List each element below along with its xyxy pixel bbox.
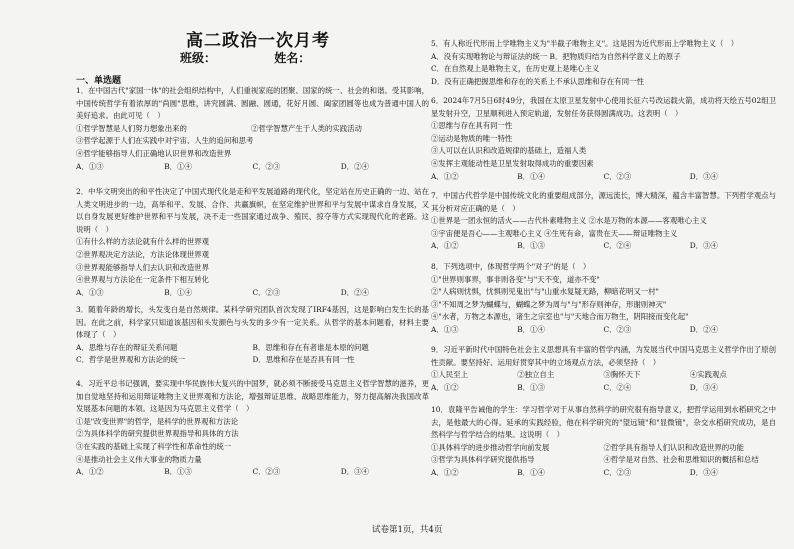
option-b[interactable]: B．①④	[164, 161, 192, 171]
item-1: ①具体科学的进步推动哲学向前发展	[431, 442, 550, 452]
question-item: ③人可以在认识和改造规律的基础上，造福人类	[431, 146, 587, 156]
question-8	[431, 261, 776, 337]
option-c[interactable]: C．②④	[603, 241, 632, 251]
answer-options[interactable]: C．在自然观上是唯物主义，在历史观上是唯心主义	[431, 64, 600, 74]
option-b[interactable]: B．①③	[517, 241, 545, 251]
question-items	[431, 454, 776, 467]
option-a[interactable]: A．①②	[431, 171, 459, 181]
question-item: ①哲学智慧是人们努力想象出来的	[76, 123, 187, 133]
answer-options	[431, 324, 776, 337]
question-item: ②为具体科学的研究提供世界观指导和具体的方法	[76, 429, 239, 439]
item-3: ③哲学为具体科学研究提供指导	[431, 455, 535, 465]
item-2: ②独立自主	[517, 370, 555, 380]
item-2: ②哲学具有指导人们认识和改造世界的功能	[603, 442, 744, 452]
option-a[interactable]: A．①③	[431, 324, 459, 334]
answer-options	[431, 382, 776, 395]
question-2	[76, 186, 429, 299]
option-a[interactable]: A．①②	[431, 382, 459, 392]
question-items	[431, 442, 776, 455]
question-3	[76, 304, 429, 367]
option-c[interactable]: C．②④	[603, 382, 632, 392]
option-c[interactable]: C．②③	[252, 467, 281, 477]
class-label: 班级：	[180, 51, 217, 65]
option-b[interactable]: B．①④	[517, 324, 545, 334]
answer-options	[76, 287, 429, 300]
question-item: ②"人病则忧惧，忧惧则见鬼出"与"山重水复疑无路，柳暗花明又一村"	[431, 287, 659, 297]
option-c[interactable]: C．②③	[603, 324, 632, 334]
question-stem: 4．习近平总书记强调，要实现中华民族伟大复兴的中国梦，就必须不断接受马克思主义哲学智慧的滋养，更加自觉地坚持和运用辩证唯物主义世界观和方法论，增强辩证思维、战略思维能力，努力提高解决我国改革发展基本问题的本领。这是因为马克思主义哲学（ ）	[76, 379, 429, 414]
answer-options	[76, 354, 429, 367]
option-a[interactable]: A．①②	[431, 241, 459, 251]
item-1: ①世界是一团永恒的活火——古代朴素唯物主义	[431, 216, 587, 226]
question-stem: 10．袁隆平告诫他的学生：学习哲学对于从事自然科学的研究很有指导意义，把哲学运用到水稻研究之中去，是他最大的心得。延承的实践经验，他在科学研究的"望远镜"和"显微镜"，杂交水稻研究成功，是自然科学与哲学结合的结果。这说明（ ）	[431, 405, 776, 440]
option-d[interactable]: D．③④	[340, 467, 369, 477]
question-stem: 1．在中国古代"家国一体"的社会组织结构中，人们重视家庭的团聚、国家的统一、社会的和谐。受其影响，中国传统哲学有着浓厚的"尚圆"思维，讲究圆满、圆融、圆通，花好月圆、阖家团圆等也成为普通中国人的美好追求。由此可见（ ）	[76, 86, 429, 121]
question-item: ④世界观与方法论在一定条件下相互转化	[76, 275, 210, 285]
question-item: ③在实践的基础上实现了科学性和革命性的统一	[76, 441, 232, 451]
question-item: ②哲学智慧产生于人类的实践活动	[251, 123, 362, 133]
question-item: ④发挥主观能动性是卫星发射取得成功的重要因素	[431, 158, 594, 168]
question-item	[431, 215, 776, 228]
question-item: ①是"改变世界"的哲学，是科学的世界观和方法论	[76, 416, 239, 426]
question-stem: 7．中国古代哲学是中国传统文化的重要组成部分，源远流长，博大精深，蕴含丰富智慧。下列哲学观点与其分析对应正确的是（ ）	[431, 191, 776, 213]
option-b[interactable]: B．①④	[164, 287, 192, 297]
question-6	[431, 95, 776, 183]
option-a[interactable]: A．①②	[431, 467, 459, 477]
question-item: ①有什么样的方法论就有什么样的世界观	[76, 237, 210, 247]
question-item: ④"水者，万物之本源也，诸生之宗室也"与"天地合而万物生，阴阳接而变化起"	[431, 312, 689, 322]
student-info-line	[180, 49, 310, 66]
option-b[interactable]: B．①③	[517, 382, 545, 392]
option-d[interactable]: D．②④	[340, 287, 369, 297]
answer-options[interactable]: D．没有正确把握思维和存在的关系上不承认思维和存在有同一性	[431, 76, 644, 86]
option-b[interactable]: B．①③	[164, 467, 192, 477]
option-d[interactable]: D．②④	[689, 324, 718, 334]
answer-options	[431, 171, 776, 184]
question-items	[431, 369, 776, 382]
answer-options[interactable]: A．没有实现唯物论与辩证法的统一 B．把物质归结为自然科学意义上的原子	[431, 51, 681, 61]
question-stem: 8．下列选项中，体现哲学两个"对子"的是（ ）	[431, 262, 591, 271]
option-d[interactable]: D．思维和存在是否具有同一性	[252, 355, 355, 365]
question-stem: 6．2024年7月5日6时49分，我国在太原卫星发射中心使用长征六号改运载火箭，成功将天绘五号02组卫星发射升空，卫星顺利进入预定轨道，发射任务获得圆满成功。这表明（ ）	[431, 96, 776, 118]
answer-options	[431, 240, 776, 253]
option-b[interactable]: B．①④	[517, 171, 545, 181]
exam-title: 高二政治一次月考	[186, 31, 330, 51]
question-item	[431, 228, 776, 241]
question-item: ④哲学能够指导人们正确地认识世界和改造世界	[76, 148, 232, 158]
question-7	[431, 190, 776, 253]
option-a[interactable]: A．思维与存在的辩证关系问题	[76, 342, 178, 352]
option-d[interactable]: D．③④	[689, 171, 718, 181]
option-d[interactable]: D．③④	[689, 241, 718, 251]
item-2: ②水是万物的本源——客观唯心主义	[588, 216, 707, 226]
answer-options	[76, 466, 429, 479]
question-1	[76, 85, 429, 173]
answer-options	[76, 342, 429, 355]
section-title: 一、单选题	[76, 76, 122, 86]
question-item: ③哲学起源于人们在实践中对宇宙、人生的追问和思考	[76, 136, 254, 146]
answer-options	[76, 161, 429, 174]
option-d[interactable]: D．③④	[689, 382, 718, 392]
question-item: ③世界观能够指导人们去认识和改造世界	[76, 262, 210, 272]
option-d[interactable]: D．③④	[689, 467, 718, 477]
option-b[interactable]: B．思维和存在有者谁是本原的问题	[252, 342, 369, 352]
item-1: ①人民至上	[431, 370, 468, 380]
option-c[interactable]: C．②③	[603, 467, 632, 477]
question-item: ①"世界则事界，事非则各变"与"天不变，道亦不变"	[431, 274, 600, 284]
item-4: ④哲学是对自然、社会和思维知识的概括和总结	[603, 455, 759, 465]
option-a[interactable]: A．①③	[76, 161, 104, 171]
item-4: ④生死有命，富贵在天——辩证唯物主义	[544, 228, 678, 238]
question-stem: 5．有人称近代形而上学唯物主义为"半截子唯物主义"。这是因为近代形而上学唯物主义（ ）	[431, 39, 739, 48]
item-4: ④实践观点	[689, 370, 727, 380]
option-c[interactable]: C．②③	[252, 287, 281, 297]
option-b[interactable]: B．①④	[517, 467, 545, 477]
option-c[interactable]: C．哲学是世界观和方法论的统一	[76, 355, 186, 365]
question-stem: 2．中华文明突出的和平性决定了中国式现代化是走和平发展道路的现代化，坚定站在历史正确的一边、站在人类文明进步的一边，高举和平、发展、合作、共赢旗帜，在坚定维护世界和平与发展中谋求自身发展，又以自身发展更好维护世界和平与发展，决不走一些国家通过战争、殖民、掠夺等方式实现现代化的老路。这说明（ ）	[76, 187, 429, 234]
name-label: 姓名：	[274, 51, 311, 65]
option-c[interactable]: C．②③	[603, 171, 632, 181]
question-item: ②世界观决定方法论，方法论体现世界观	[76, 249, 210, 259]
question-item: ①思维与存在具有同一性	[431, 121, 513, 131]
question-stem: 9．习近平新时代中国特色社会主义思想具有丰富的哲学内涵，为发展当代中国马克思主义哲学作出了原创性贡献。要坚持好、运用好贯穿其中的立场观点方法，必须坚持（ ）	[431, 345, 776, 367]
question-9	[431, 344, 776, 394]
question-stem: 3．随着年龄的增长，头发变白是自然规律。某科学研究团队首次发现了IRF4基因，这是影响白发生长的基因。在此之前，科学家只知道该基因和头发颜色与头发的多少有一定关系。从哲学的基本问题看，材料主要体现了（ ）	[76, 305, 429, 340]
page-footer: 试卷第1页，共4页	[372, 525, 443, 535]
option-c[interactable]: C．②③	[252, 161, 281, 171]
item-3: ③宇宙便是吾心——主观唯心主义	[431, 228, 542, 238]
question-item: ③"不知周之梦为蝴蝶与，蝴蝶之梦为周与"与"形存则神存，形谢则神灭"	[431, 299, 667, 309]
item-3: ③胸怀天下	[603, 370, 641, 380]
question-4	[76, 378, 429, 479]
answer-options	[431, 467, 776, 480]
option-a[interactable]: A．①②	[76, 467, 104, 477]
question-10	[431, 404, 776, 480]
option-a[interactable]: A．①③	[76, 287, 104, 297]
option-d[interactable]: D．②④	[340, 161, 369, 171]
question-5	[431, 38, 776, 88]
question-item: ④是推动社会主义伟大事业的物质力量	[76, 454, 202, 464]
question-item: ②运动是物质的唯一特性	[431, 133, 513, 143]
